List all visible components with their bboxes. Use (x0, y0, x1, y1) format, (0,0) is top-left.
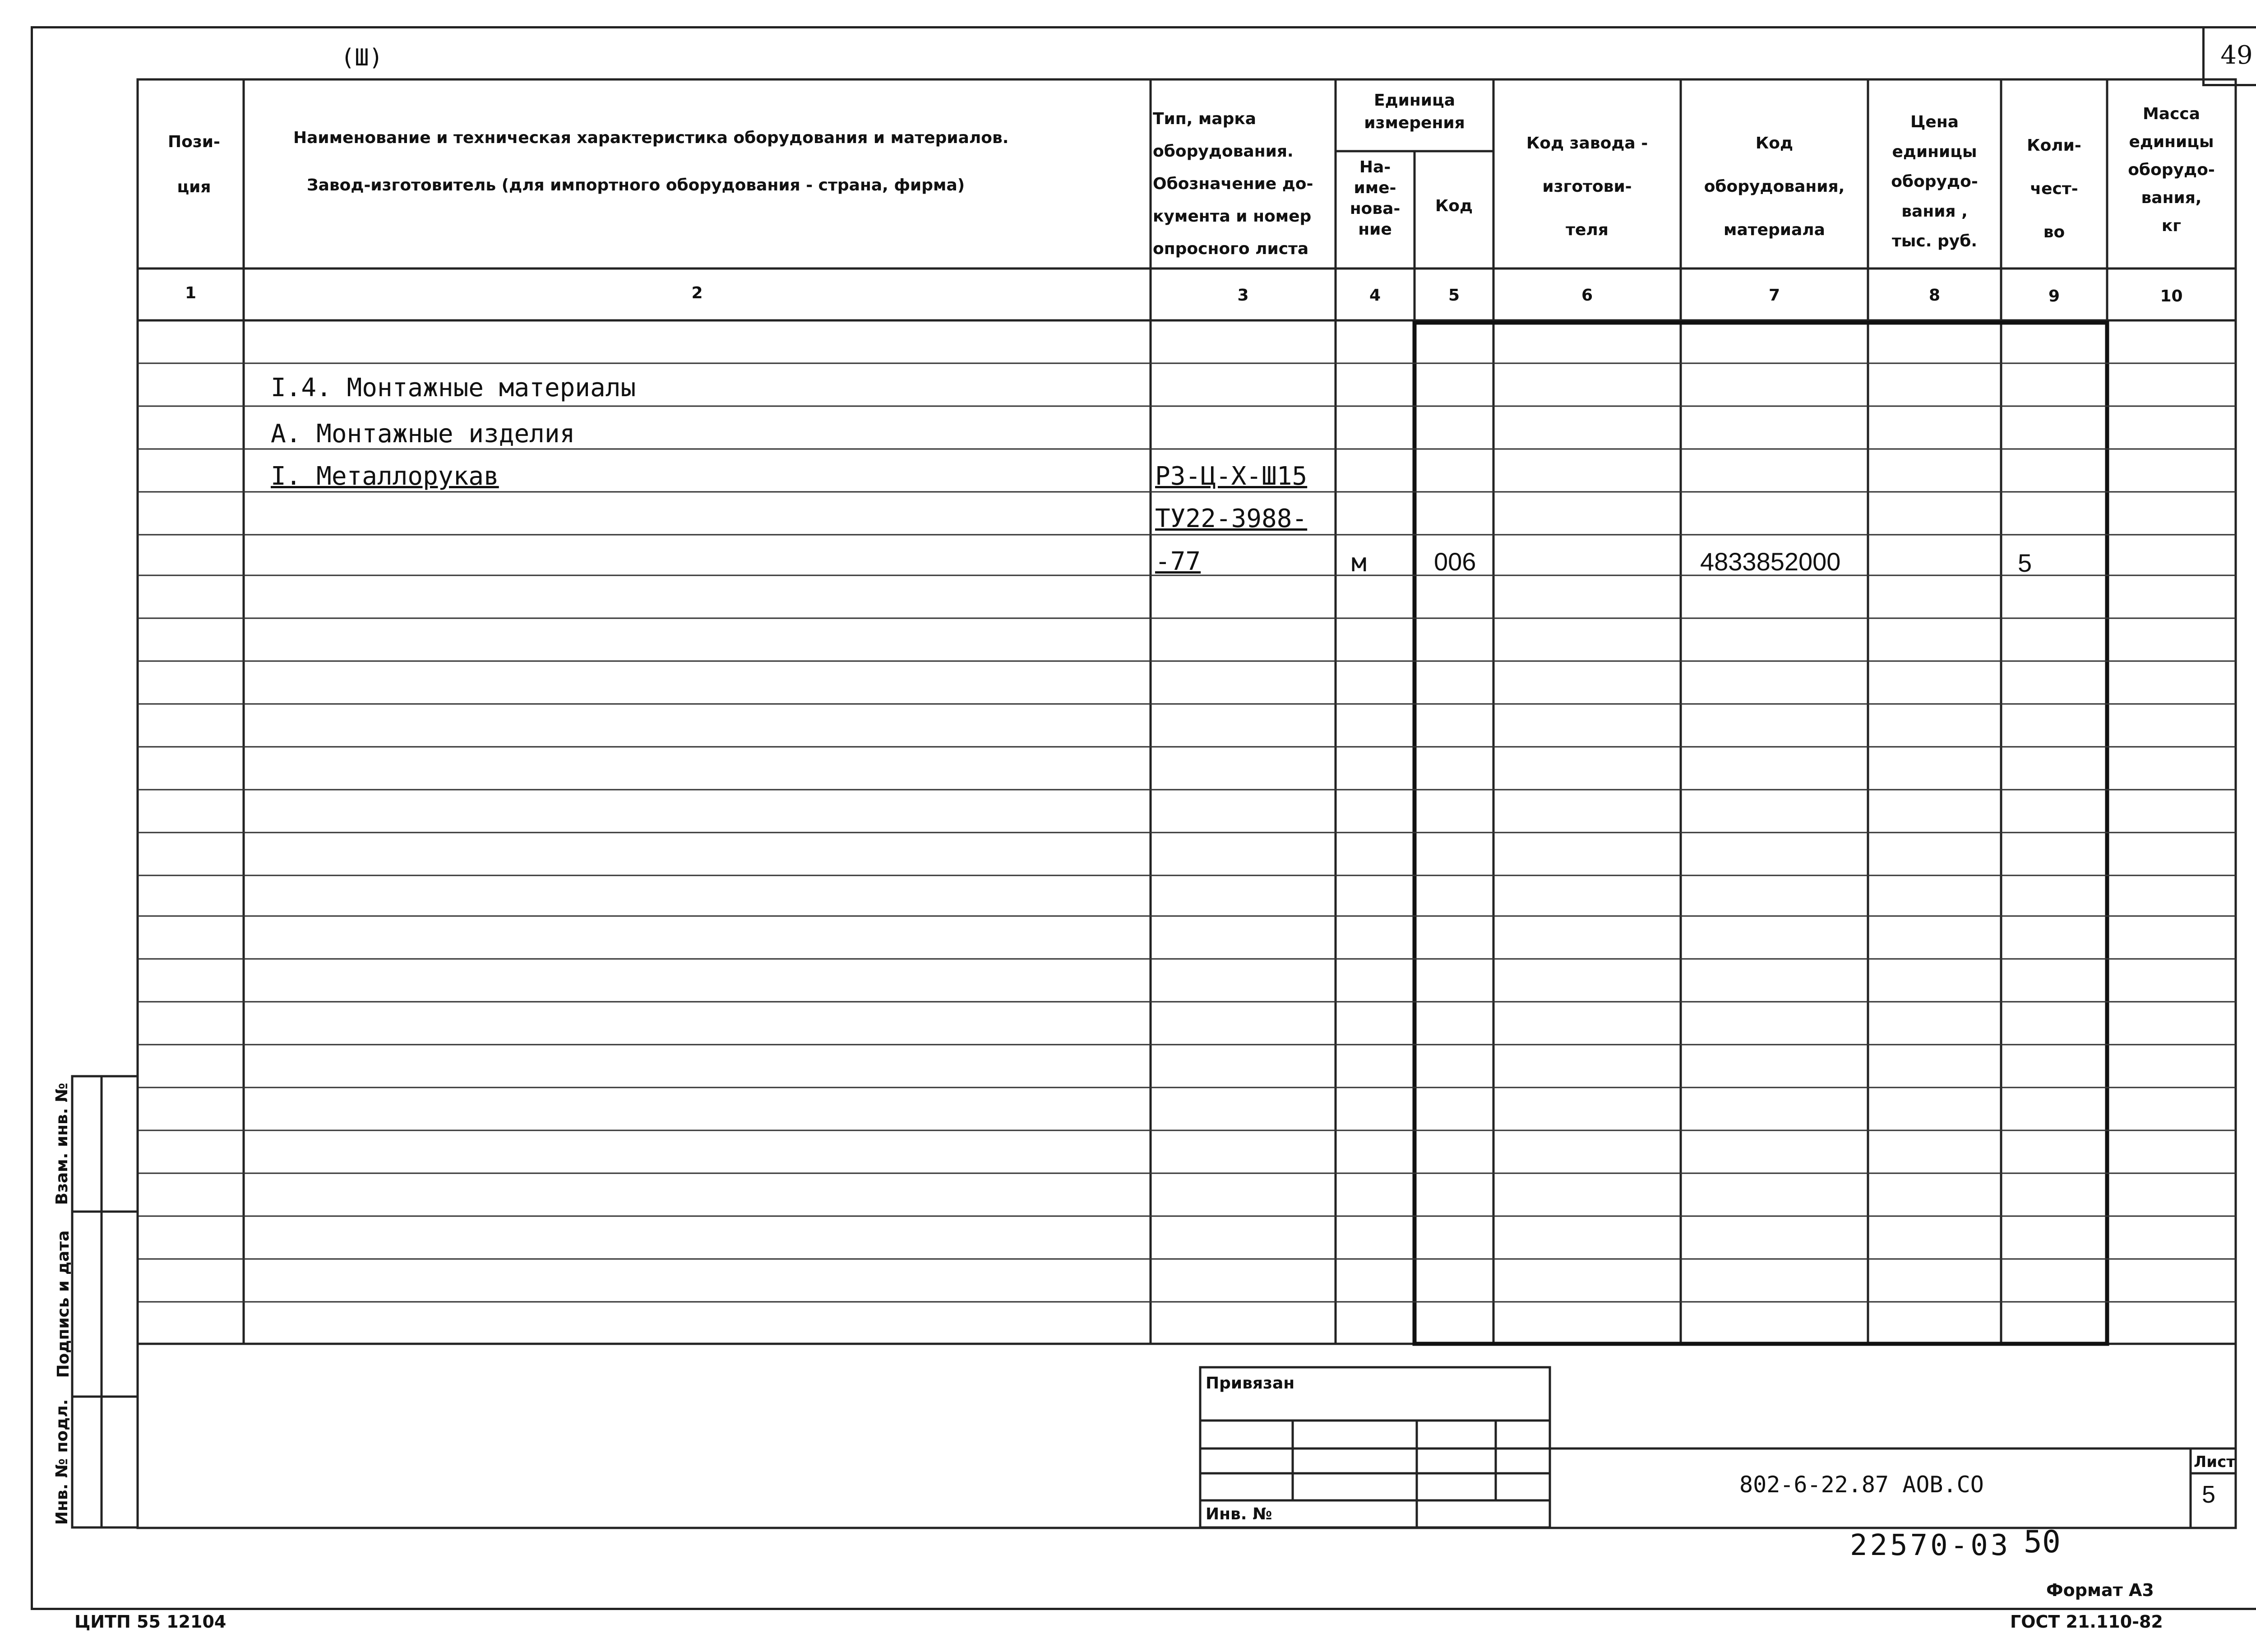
col-number-3: 3 (1237, 286, 1249, 305)
header-price-line: оборудо- (1891, 172, 1978, 191)
handwritten-page: 50 (2024, 1524, 2061, 1560)
header-unit-name-line: На- (1359, 158, 1391, 176)
item-type-line1: РЗ-Ц-Х-Ш15 (1155, 462, 1308, 491)
header-unit-group (1336, 89, 1493, 134)
header-factory-line: изготови- (1542, 177, 1632, 196)
header-unit-name-line: ние (1358, 220, 1392, 239)
item-unit-code: 006 (1434, 547, 1476, 576)
item-material-code: 4833852000 (1700, 547, 1841, 576)
item-type-line3: -77 (1155, 547, 1201, 576)
header-name-line2: Завод-изготовитель (для импортного оборудования - страна, фирма) (307, 176, 965, 194)
subsection-title: А. Монтажные изделия (271, 419, 575, 449)
header-factory-code (1493, 122, 1681, 252)
item-quantity: 5 (2018, 549, 2032, 577)
col-number-5: 5 (1448, 286, 1460, 305)
header-quantity-line: во (2043, 223, 2065, 241)
bound-label: Привязан (1206, 1374, 1295, 1393)
header-price-line: вания , (1901, 202, 1968, 221)
header-material-line: Код (1755, 134, 1794, 153)
header-factory-line: Код завода - (1526, 134, 1648, 153)
stamp-original-inv: Инв. № подл. (53, 1399, 71, 1525)
header-factory-line: теля (1566, 221, 1609, 239)
header-type (1153, 103, 1333, 265)
sheet-label: Лист (2194, 1453, 2235, 1471)
gost-label: ГОСТ 21.110-82 (2010, 1612, 2163, 1632)
header-quantity (2001, 124, 2107, 254)
header-name-line1: Наименование и техническая характеристика оборудования и материалов. (293, 129, 1009, 147)
item-type-line2: ТУ22-3988- (1155, 504, 1308, 533)
header-type-line: Обозначение до- (1153, 175, 1313, 193)
header-mass-line: единицы (2129, 133, 2214, 151)
header-price (1868, 107, 2001, 256)
top-sheet-number: 49 (2202, 26, 2256, 86)
section-title: I.4. Монтажные материалы (271, 373, 636, 403)
col-number-6: 6 (1581, 286, 1593, 305)
header-type-line: Тип, марка (1153, 110, 1257, 128)
header-mass-line: кг (2161, 217, 2182, 235)
header-quantity-line: чест- (2030, 180, 2078, 198)
header-position-line: ция (177, 178, 211, 196)
header-position (149, 131, 239, 199)
header-position-line: Пози- (168, 133, 220, 151)
col-number-10: 10 (2160, 287, 2183, 305)
format-label: Формат А3 (2046, 1580, 2154, 1600)
header-unit-line: измерения (1364, 114, 1465, 132)
col-number-7: 7 (1768, 286, 1780, 305)
header-mass (2107, 100, 2236, 240)
header-mass-line: вания, (2141, 189, 2202, 207)
stamp-signature-date: Подпись и дата (54, 1230, 73, 1378)
section-mark: (Ш) (341, 44, 383, 71)
header-unit-name-line: име- (1354, 179, 1396, 197)
item-name: I. Металлорукав (271, 462, 499, 491)
item-unit-name: м (1351, 548, 1367, 578)
header-type-line: опросного листа (1153, 240, 1309, 258)
col-number-9: 9 (2048, 287, 2060, 305)
header-material-line: оборудования, (1704, 177, 1845, 196)
header-type-line: кумента и номер (1153, 207, 1312, 226)
col-number-2: 2 (691, 284, 703, 302)
col-number-1: 1 (185, 284, 197, 302)
header-unit-line: Единица (1374, 91, 1455, 110)
bottom-left-code: ЦИТП 55 12104 (74, 1612, 227, 1632)
header-quantity-line: Коли- (2027, 136, 2081, 155)
col-number-4: 4 (1369, 286, 1381, 305)
header-price-line: тыс. руб. (1891, 232, 1978, 250)
sheet-value: 5 (2202, 1481, 2216, 1508)
header-material-line: материала (1724, 221, 1825, 239)
handwritten-number: 22570-03 (1850, 1529, 2011, 1562)
col-number-8: 8 (1928, 286, 1941, 305)
inv-label: Инв. № (1206, 1505, 1272, 1523)
header-type-line: оборудования. (1153, 142, 1294, 161)
header-price-line: Цена (1910, 113, 1959, 131)
header-material-code (1681, 122, 1868, 252)
header-unit-name-line: нова- (1350, 199, 1401, 218)
stamp-replacement-inv: Взам. инв. № (53, 1083, 71, 1205)
header-unit-name (1336, 157, 1415, 240)
header-price-line: единицы (1892, 143, 1977, 161)
header-mass-line: оборудо- (2128, 161, 2215, 179)
document-code: 802-6-22.87 АОВ.СО (1739, 1472, 1984, 1498)
header-mass-line: Масса (2142, 105, 2201, 123)
header-unit-code: Код (1435, 197, 1473, 215)
